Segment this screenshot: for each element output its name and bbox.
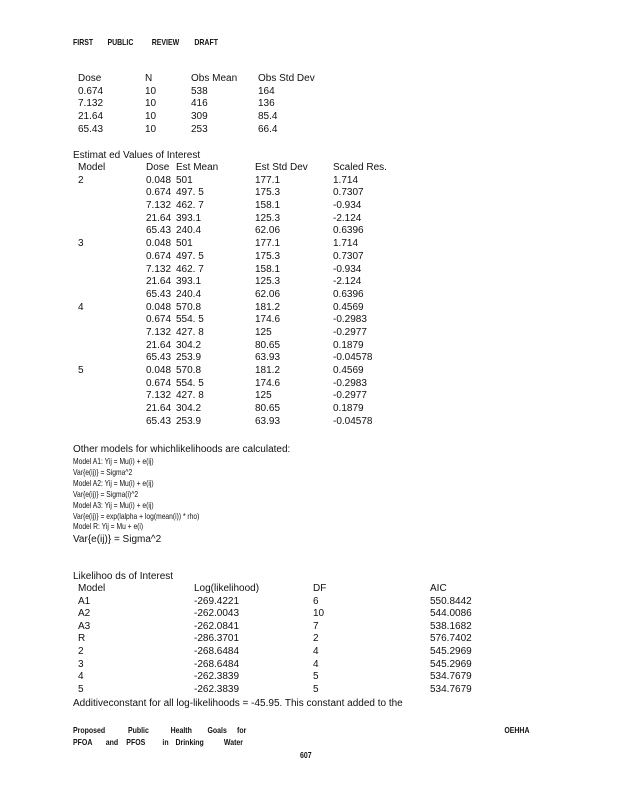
likelihoods-cell: R — [78, 633, 86, 645]
est-cell: 1.714 — [333, 174, 359, 186]
obs-cell: 85.4 — [258, 111, 278, 123]
est-cell: 65.43 — [146, 415, 172, 427]
obs-cell: 538 — [191, 85, 208, 97]
est-cell: -0.2983 — [333, 377, 367, 389]
est-header-mean: Est Mean — [176, 162, 219, 173]
likelihoods-cell: 5 — [313, 683, 319, 695]
est-model-label: 5 — [78, 365, 84, 376]
est-cell: 0.048 — [146, 174, 172, 186]
est-cell: -0.2977 — [333, 390, 367, 402]
likelihoods-row — [78, 621, 498, 634]
likelihoods-cell: 545.2969 — [430, 645, 472, 657]
est-cell: 0.6396 — [333, 288, 364, 300]
likelihoods-cell: -262.0043 — [194, 608, 240, 620]
likelihoods-cell: A3 — [78, 620, 91, 632]
est-table-row — [78, 238, 438, 251]
likelihoods-note: Additiveconstant for all log-likelihoods = -45.95. This constant added to the — [73, 698, 403, 709]
other-models-line: Model A3: Yij = Mu(i) + e(ij) — [73, 500, 154, 510]
likelihoods-row — [78, 608, 498, 621]
est-cell: 240.4 — [176, 288, 202, 300]
other-models-title: Other models for whichlikelihoods are calculated: — [73, 444, 291, 455]
est-cell: 0.674 — [146, 377, 172, 389]
est-cell: 158.1 — [255, 200, 281, 212]
footer-word: Goals — [207, 725, 227, 735]
est-cell: -0.2977 — [333, 326, 367, 338]
est-cell: 0.674 — [146, 314, 172, 326]
est-table-row — [78, 213, 438, 226]
est-cell: 80.65 — [255, 403, 281, 415]
obs-table-row — [78, 124, 378, 137]
obs-cell: 164 — [258, 85, 275, 97]
obs-cell: 0.674 — [78, 85, 104, 97]
est-cell: 21.64 — [146, 339, 172, 351]
footer-word: Proposed — [73, 725, 106, 735]
obs-cell: 136 — [258, 98, 275, 110]
est-cell: 7.132 — [146, 326, 172, 338]
est-cell: 7.132 — [146, 200, 172, 212]
lk-header-loglik: Log(likelihood) — [194, 583, 260, 594]
est-cell: 501 — [176, 238, 193, 250]
obs-header-mean: Obs Mean — [191, 73, 238, 84]
est-cell: 7.132 — [146, 263, 172, 275]
page-header — [73, 37, 237, 49]
likelihoods-cell: 10 — [313, 608, 325, 620]
est-cell: 0.7307 — [333, 250, 364, 262]
likelihoods-cell: 544.0086 — [430, 608, 472, 620]
likelihoods-row — [78, 671, 498, 684]
other-models-line: Model R: Yij = Mu + e(i) — [73, 522, 144, 532]
obs-header-dose: Dose — [78, 73, 102, 84]
obs-header-sd: Obs Std Dev — [258, 73, 315, 84]
est-cell: 21.64 — [146, 276, 172, 288]
est-title: Estimat ed Values of Interest — [73, 150, 201, 161]
est-header-res: Scaled Res. — [333, 162, 387, 173]
footer-agency: OEHHA — [504, 725, 530, 735]
est-cell: 125.3 — [255, 276, 281, 288]
footer-word: in — [162, 737, 169, 747]
likelihoods-row — [78, 633, 498, 646]
est-cell: -0.934 — [333, 263, 362, 275]
likelihoods-cell: 5 — [78, 683, 84, 695]
likelihoods-cell: -269.4221 — [194, 595, 240, 607]
likelihoods-cell: 5 — [313, 671, 319, 683]
likelihoods-cell: -286.3701 — [194, 633, 240, 645]
est-cell: 65.43 — [146, 288, 172, 300]
est-cell: 65.43 — [146, 352, 172, 364]
likelihoods-cell: 576.7402 — [430, 633, 472, 645]
other-models-line: Var{e(ij)} = Sigma(i)^2 — [73, 489, 139, 499]
likelihoods-cell: 4 — [78, 671, 84, 683]
est-cell: 181.2 — [255, 365, 281, 376]
est-table-row — [78, 340, 438, 353]
likelihoods-row — [78, 659, 498, 672]
est-cell: 462. 7 — [176, 263, 204, 275]
est-cell: 570.8 — [176, 301, 202, 313]
header-word: FIRST — [73, 37, 94, 47]
likelihoods-cell: -262.3839 — [194, 683, 240, 695]
likelihoods-cell: 6 — [313, 595, 319, 607]
est-table-row — [78, 276, 438, 289]
other-models-last-line: Var{e(ij)} = Sigma^2 — [73, 534, 162, 546]
est-cell: 125.3 — [255, 212, 281, 224]
est-table-header — [78, 162, 438, 175]
est-cell: 63.93 — [255, 415, 281, 427]
est-cell: 253.9 — [176, 352, 202, 364]
est-cell: 65.43 — [146, 225, 172, 237]
likelihoods-cell: 2 — [78, 645, 84, 657]
footer-word: Public — [127, 725, 149, 735]
obs-table — [78, 73, 378, 136]
footer-word: for — [237, 725, 247, 735]
est-cell: 304.2 — [176, 403, 202, 415]
est-cell: 0.1879 — [333, 339, 364, 351]
est-table-row — [78, 251, 438, 264]
likelihoods-row — [78, 596, 498, 609]
est-table-row — [78, 314, 438, 327]
likelihoods-cell: 545.2969 — [430, 658, 472, 670]
obs-cell: 10 — [145, 111, 157, 123]
est-cell: 427. 8 — [176, 326, 204, 338]
likelihoods-cell: A1 — [78, 595, 91, 607]
obs-table-row — [78, 98, 378, 111]
obs-cell: 309 — [191, 111, 208, 123]
est-header-sd: Est Std Dev — [255, 162, 308, 173]
likelihoods-cell: -268.6484 — [194, 645, 240, 657]
est-cell: 125 — [255, 390, 272, 402]
est-cell: 80.65 — [255, 339, 281, 351]
header-word: PUBLIC — [107, 37, 134, 47]
est-header-model: Model — [78, 162, 106, 173]
likelihoods-cell: -268.6484 — [194, 658, 240, 670]
est-cell: 174.6 — [255, 314, 281, 326]
other-models-list — [73, 457, 293, 547]
likelihoods-cell: 4 — [313, 658, 319, 670]
likelihoods-cell: 534.7679 — [430, 683, 472, 695]
est-table-row — [78, 416, 438, 429]
est-cell: -0.04578 — [333, 352, 373, 364]
likelihoods-cell: 2 — [313, 633, 319, 645]
likelihoods-row — [78, 684, 498, 697]
footer-word: Drinking — [175, 737, 204, 747]
obs-header-n: N — [145, 73, 153, 84]
est-cell: -0.2983 — [333, 314, 367, 326]
est-cell: 554. 5 — [176, 314, 204, 326]
est-cell: 1.714 — [333, 238, 359, 250]
est-cell: 0.048 — [146, 301, 172, 313]
est-cell: 0.674 — [146, 250, 172, 262]
est-cell: 240.4 — [176, 225, 202, 237]
est-cell: 125 — [255, 326, 272, 338]
obs-cell: 21.64 — [78, 111, 104, 123]
est-cell: 175.3 — [255, 187, 281, 199]
est-table-row — [78, 264, 438, 277]
est-cell: -2.124 — [333, 212, 362, 224]
est-cell: 158.1 — [255, 263, 281, 275]
est-cell: 21.64 — [146, 212, 172, 224]
footer-word: and — [105, 737, 119, 747]
est-cell: 501 — [176, 174, 193, 186]
est-table-row — [78, 390, 438, 403]
lk-header-aic: AIC — [430, 583, 447, 594]
likelihoods-cell: 550.8442 — [430, 595, 472, 607]
est-table-row — [78, 302, 438, 315]
likelihoods-header — [78, 583, 498, 596]
est-cell: 0.4569 — [333, 365, 364, 376]
est-cell: 570.8 — [176, 365, 202, 376]
other-models-line: Model A2: Yij = Mu(i) + e(ij) — [73, 478, 154, 488]
header-word: REVIEW — [151, 37, 180, 47]
est-cell: 0.7307 — [333, 187, 364, 199]
lk-header-df: DF — [313, 583, 327, 594]
likelihoods-cell: 7 — [313, 620, 319, 632]
footer-word: Health — [170, 725, 192, 735]
likelihoods-cell: -262.3839 — [194, 671, 240, 683]
est-cell: 21.64 — [146, 403, 172, 415]
est-cell: -0.934 — [333, 200, 362, 212]
est-table-row — [78, 187, 438, 200]
est-table-row — [78, 378, 438, 391]
est-table-row — [78, 225, 438, 238]
footer-word: PFOA — [73, 737, 93, 747]
est-cell: 0.674 — [146, 187, 172, 199]
est-table-row — [78, 175, 438, 188]
est-table — [78, 162, 438, 428]
likelihoods-cell: A2 — [78, 608, 91, 620]
header-word: DRAFT — [194, 37, 218, 47]
likelihoods-cell: 3 — [78, 658, 84, 670]
est-cell: 554. 5 — [176, 377, 204, 389]
est-cell: 174.6 — [255, 377, 281, 389]
est-cell: 175.3 — [255, 250, 281, 262]
est-cell: 181.2 — [255, 301, 281, 313]
est-cell: 0.048 — [146, 238, 172, 250]
other-models-line: Var{e(ij)} = exp(lalpha + log(mean(i)) * rho) — [73, 511, 200, 521]
est-cell: 497. 5 — [176, 250, 204, 262]
est-header-dose: Dose — [146, 162, 170, 173]
likelihoods-title: Likelihoo ds of Interest — [73, 571, 174, 582]
est-table-row — [78, 352, 438, 365]
obs-table-row — [78, 111, 378, 124]
est-cell: -2.124 — [333, 276, 362, 288]
obs-cell: 10 — [145, 123, 157, 135]
obs-cell: 253 — [191, 123, 208, 135]
est-cell: 177.1 — [255, 174, 281, 186]
est-table-row — [78, 365, 438, 378]
likelihoods-cell: 538.1682 — [430, 620, 472, 632]
obs-cell: 416 — [191, 98, 208, 110]
lk-header-model: Model — [78, 583, 106, 594]
est-cell: 62.06 — [255, 288, 281, 300]
obs-table-header — [78, 73, 378, 86]
est-cell: 393.1 — [176, 276, 202, 288]
page-number: 607 — [300, 750, 312, 760]
est-cell: 63.93 — [255, 352, 281, 364]
est-table-row — [78, 200, 438, 213]
est-cell: 62.06 — [255, 225, 281, 237]
footer-word: Water — [223, 737, 243, 747]
est-cell: 0.4569 — [333, 301, 364, 313]
est-cell: 427. 8 — [176, 390, 204, 402]
est-cell: 304.2 — [176, 339, 202, 351]
est-cell: 177.1 — [255, 238, 281, 250]
obs-cell: 7.132 — [78, 98, 104, 110]
est-table-row — [78, 327, 438, 340]
likelihoods-cell: 4 — [313, 645, 319, 657]
obs-table-row — [78, 86, 378, 99]
likelihoods-row — [78, 646, 498, 659]
est-cell: 462. 7 — [176, 200, 204, 212]
obs-cell: 10 — [145, 98, 157, 110]
est-cell: 0.048 — [146, 365, 172, 376]
est-model-label: 3 — [78, 238, 84, 250]
est-cell: 7.132 — [146, 390, 172, 402]
est-model-label: 4 — [78, 301, 84, 313]
est-cell: 393.1 — [176, 212, 202, 224]
obs-cell: 66.4 — [258, 123, 278, 135]
est-table-row — [78, 289, 438, 302]
other-models-line: Var{e(ij)} = Sigma^2 — [73, 467, 133, 477]
other-models-line: Model A1: Yij = Mu(i) + e(ij) — [73, 457, 154, 466]
footer-word: PFOS — [126, 737, 146, 747]
likelihoods-table — [78, 583, 498, 696]
est-cell: -0.04578 — [333, 415, 373, 427]
est-cell: 253.9 — [176, 415, 202, 427]
obs-cell: 10 — [145, 85, 157, 97]
obs-cell: 65.43 — [78, 123, 104, 135]
est-cell: 497. 5 — [176, 187, 204, 199]
likelihoods-cell: -262.0841 — [194, 620, 240, 632]
est-table-row — [78, 403, 438, 416]
likelihoods-cell: 534.7679 — [430, 671, 472, 683]
est-cell: 0.1879 — [333, 403, 364, 415]
est-cell: 0.6396 — [333, 225, 364, 237]
est-model-label: 2 — [78, 174, 84, 186]
